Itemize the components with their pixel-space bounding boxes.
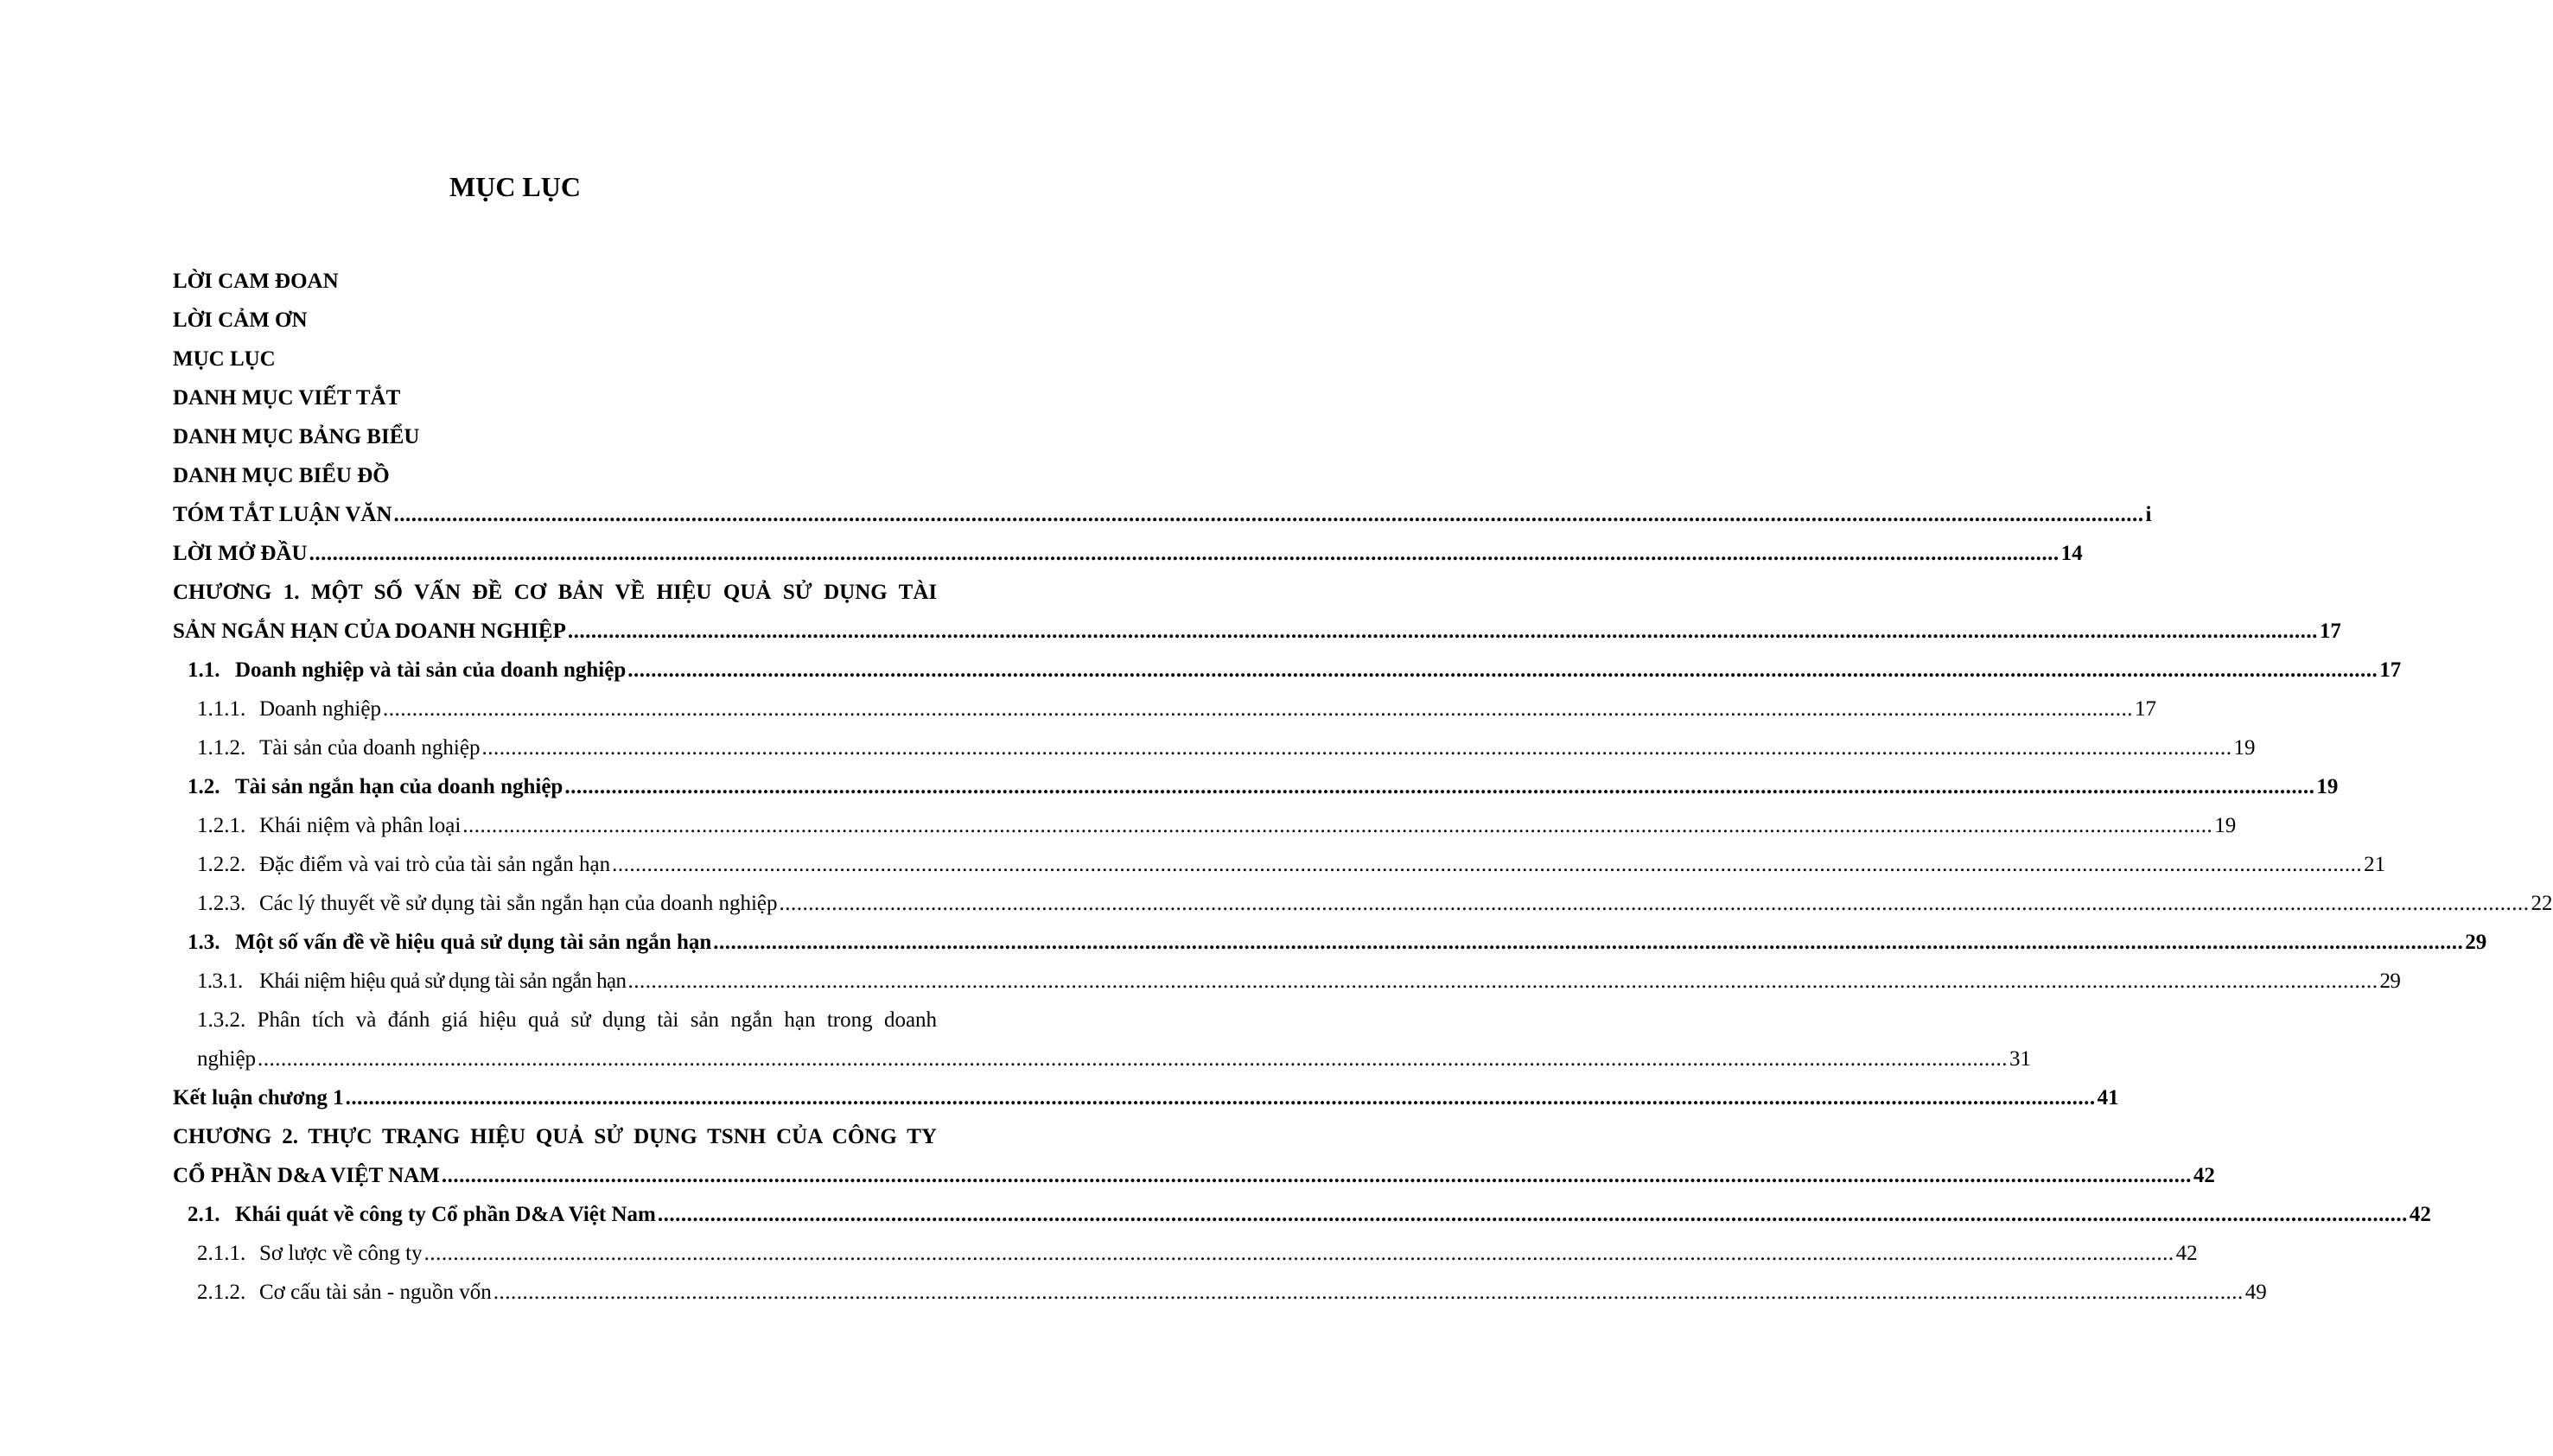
word: giá	[441, 1008, 468, 1032]
page-number: 42	[2175, 1242, 2198, 1265]
dot-leader: ............................................................................................................................................................................................................................................................................................................	[258, 1047, 2009, 1071]
toc-item-section-1-3-2-line2[interactable]	[173, 1040, 2032, 1078]
word: tài	[657, 1008, 679, 1032]
toc-item-label: Khái niệm và phân loại	[259, 814, 462, 837]
word: QUẢ	[723, 581, 772, 604]
toc-item-label: DANH MỤC BẢNG BIỂU	[173, 425, 420, 448]
word: HIỆU	[470, 1125, 526, 1148]
word: THỰC	[308, 1125, 372, 1148]
word: CỦA	[776, 1125, 822, 1148]
toc-item-chapter-1-line1[interactable]	[173, 573, 937, 612]
dot-leader: ............................................................................................................................................................................................................................................................................................................	[567, 620, 2318, 643]
word: MỘT	[310, 581, 363, 604]
toc-item-label: Sơ lược về công ty	[259, 1242, 423, 1265]
section-number: 1.1.1.	[197, 697, 246, 721]
dot-leader: ............................................................................................................................................................................................................................................................................................................	[493, 1281, 2244, 1304]
toc-item-section-1-1[interactable]	[173, 651, 2402, 690]
word: TSNH	[707, 1125, 767, 1148]
word: 1.	[283, 581, 300, 604]
toc-item-label: LỜI CAM ĐOAN	[173, 270, 339, 293]
page-number: 21	[2364, 853, 2386, 876]
justified-line	[173, 573, 937, 612]
word: đánh	[387, 1008, 430, 1032]
toc-item-front-matter[interactable]	[173, 301, 937, 340]
page-number: 17	[2134, 697, 2156, 721]
section-number: 1.1.2.	[197, 736, 246, 760]
toc-item-front-matter[interactable]	[173, 456, 937, 495]
toc-item-label: LỜI CẢM ƠN	[173, 308, 308, 332]
section-number: 1.1.	[188, 658, 220, 682]
dot-leader: ............................................................................................................................................................................................................................................................................................................	[779, 892, 2530, 915]
page-number: 42	[2193, 1164, 2215, 1187]
page-number: 14	[2060, 542, 2083, 565]
dot-leader: ............................................................................................................................................................................................................................................................................................................	[345, 1086, 2096, 1109]
word: CHƯƠNG	[173, 1125, 272, 1148]
word: hạn	[784, 1008, 816, 1032]
toc-item-label: Tài sản ngắn hạn của doanh nghiệp	[235, 775, 563, 798]
dot-leader: ............................................................................................................................................................................................................................................................................................................	[382, 697, 2133, 721]
word: DỤNG	[633, 1125, 697, 1148]
word: QUẢ	[535, 1125, 584, 1148]
word: CHƯƠNG	[173, 581, 272, 604]
section-number: 1.2.	[188, 775, 220, 798]
toc-item-section-1-2[interactable]	[173, 767, 2339, 806]
dot-leader: ............................................................................................................................................................................................................................................................................................................	[481, 736, 2232, 760]
toc-item-label: DANH MỤC BIỂU ĐỒ	[173, 464, 390, 487]
page-number: 17	[2319, 620, 2341, 643]
page-number: 19	[2214, 814, 2237, 837]
toc-item-label: MỤC LỤC	[173, 347, 276, 371]
page-number: 19	[2233, 736, 2256, 760]
word: ngắn	[730, 1008, 774, 1032]
word: doanh	[883, 1008, 938, 1032]
word: VẤN	[413, 581, 462, 604]
word: quả	[527, 1008, 560, 1032]
word: 1.3.2.	[197, 1008, 246, 1032]
table-of-contents	[173, 262, 2553, 1312]
dot-leader: ............................................................................................................................................................................................................................................................................................................	[423, 1242, 2174, 1265]
word: 2.	[282, 1125, 298, 1148]
dot-leader: ............................................................................................................................................................................................................................................................................................................	[612, 853, 2363, 876]
toc-item-label: Doanh nghiệp và tài sản của doanh nghiệp	[235, 658, 627, 682]
word: dụng	[602, 1008, 646, 1032]
word: CƠ	[513, 581, 547, 604]
word: sử	[570, 1008, 591, 1032]
toc-item-intro[interactable]	[173, 534, 2083, 573]
toc-item-label: Cơ cấu tài sản - nguồn vốn	[259, 1281, 492, 1304]
toc-item-section-1-3-1[interactable]	[173, 962, 2401, 1001]
toc-item-section-2-1-2[interactable]	[173, 1273, 2267, 1312]
toc-item-section-1-3-2-line1[interactable]	[173, 1001, 937, 1040]
section-number: 2.1.1.	[197, 1242, 246, 1265]
toc-item-label: CỔ PHẦN D&A VIỆT NAM	[173, 1164, 440, 1187]
toc-item-front-matter[interactable]	[173, 417, 937, 456]
toc-item-section-1-2-3[interactable]	[173, 884, 2553, 923]
page-number: 31	[2009, 1047, 2032, 1071]
justified-line	[197, 1001, 937, 1040]
section-number: 1.2.2.	[197, 853, 246, 876]
page-number: 42	[2409, 1203, 2431, 1226]
section-number: 2.1.2.	[197, 1281, 246, 1304]
toc-item-label: LỜI MỞ ĐẦU	[173, 542, 308, 565]
toc-item-label: Các lý thuyết về sử dụng tài sẳn ngắn hạn của doanh nghiệp	[259, 892, 778, 915]
page-number: 19	[2316, 775, 2339, 798]
dot-leader: ............................................................................................................................................................................................................................................................................................................	[309, 542, 2060, 565]
toc-item-summary[interactable]	[173, 495, 2152, 534]
word: CÔNG	[831, 1125, 897, 1148]
toc-item-front-matter[interactable]	[173, 378, 937, 417]
word: HIỆU	[656, 581, 712, 604]
word: TÀI	[898, 581, 938, 604]
word: Phân	[257, 1008, 301, 1032]
toc-item-section-1-2-2[interactable]	[173, 845, 2386, 884]
toc-item-label: DANH MỤC VIẾT TẮT	[173, 386, 401, 410]
toc-item-front-matter[interactable]	[173, 262, 937, 301]
toc-item-label: Đặc điểm và vai trò của tài sản ngắn hạn	[259, 853, 611, 876]
toc-item-section-2-1[interactable]	[173, 1195, 2431, 1234]
word: hiệu	[479, 1008, 517, 1032]
word: ĐỀ	[472, 581, 503, 604]
toc-item-section-1-1-1[interactable]	[173, 690, 2156, 728]
toc-item-section-1-3[interactable]	[173, 923, 2487, 962]
toc-item-chapter-1-conclusion[interactable]	[173, 1078, 2119, 1117]
toc-item-chapter-1-line2[interactable]	[173, 612, 2341, 651]
section-number: 1.2.3.	[197, 892, 246, 915]
word: SỬ	[594, 1125, 624, 1148]
section-number: 1.3.	[188, 931, 220, 954]
toc-item-label: Khái quát về công ty Cổ phần D&A Việt Nam	[235, 1203, 656, 1226]
dot-leader: ............................................................................................................................................................................................................................................................................................................	[713, 931, 2464, 954]
word: trong	[826, 1008, 873, 1032]
page-number: 29	[2379, 970, 2401, 993]
word: VỀ	[614, 581, 646, 604]
word: DỤNG	[824, 581, 888, 604]
section-number: 1.3.1.	[197, 970, 243, 993]
word: BẢN	[557, 581, 604, 604]
toc-item-label: Một số vấn đề về hiệu quả sử dụng tài sản ngắn hạn	[235, 931, 712, 954]
page-number: 17	[2379, 658, 2402, 682]
toc-item-label: TÓM TẮT LUẬN VĂN	[173, 503, 392, 526]
dot-leader: ............................................................................................................................................................................................................................................................................................................	[657, 1203, 2408, 1226]
word: và	[355, 1008, 377, 1032]
page-number: 49	[2244, 1281, 2267, 1304]
page-title: MỤC LỤC	[449, 171, 581, 202]
toc-item-chapter-2-line1[interactable]	[173, 1117, 937, 1156]
toc-item-label: Kết luận chương 1	[173, 1086, 344, 1109]
word: SỐ	[373, 581, 403, 604]
dot-leader: ............................................................................................................................................................................................................................................................................................................	[627, 970, 2378, 993]
section-number: 1.2.1.	[197, 814, 246, 837]
toc-item-label: Tài sản của doanh nghiệp	[259, 736, 481, 760]
dot-leader: ............................................................................................................................................................................................................................................................................................................	[462, 814, 2213, 837]
word: TY	[907, 1125, 937, 1148]
dot-leader: ............................................................................................................................................................................................................................................................................................................	[564, 775, 2315, 798]
toc-item-section-1-1-2[interactable]	[173, 728, 2256, 767]
toc-item-label: SẢN NGẮN HẠN CỦA DOANH NGHIỆP	[173, 620, 566, 643]
dot-leader: ............................................................................................................................................................................................................................................................................................................	[627, 658, 2378, 682]
dot-leader: ............................................................................................................................................................................................................................................................................................................	[393, 503, 2144, 526]
toc-item-chapter-2-line2[interactable]	[173, 1156, 2215, 1195]
justified-line	[173, 1117, 937, 1156]
toc-item-label: Doanh nghiệp	[259, 697, 381, 721]
page-number: 29	[2465, 931, 2487, 954]
page-number: 22	[2531, 892, 2553, 915]
toc-item-section-2-1-1[interactable]	[173, 1234, 2198, 1273]
page-number: i	[2145, 503, 2152, 526]
word: sản	[690, 1008, 720, 1032]
toc-item-label: Khái niệm hiệu quả sử dụng tài sản ngắn hạn	[259, 970, 627, 993]
word: SỬ	[782, 581, 812, 604]
section-number: 2.1.	[188, 1203, 220, 1226]
word: TRẠNG	[381, 1125, 461, 1148]
toc-item-label: nghiệp	[197, 1047, 257, 1071]
dot-leader: ............................................................................................................................................................................................................................................................................................................	[441, 1164, 2192, 1187]
word: tích	[311, 1008, 345, 1032]
page-number: 41	[2097, 1086, 2119, 1109]
toc-item-front-matter[interactable]	[173, 340, 937, 378]
toc-item-section-1-2-1[interactable]	[173, 806, 2237, 845]
